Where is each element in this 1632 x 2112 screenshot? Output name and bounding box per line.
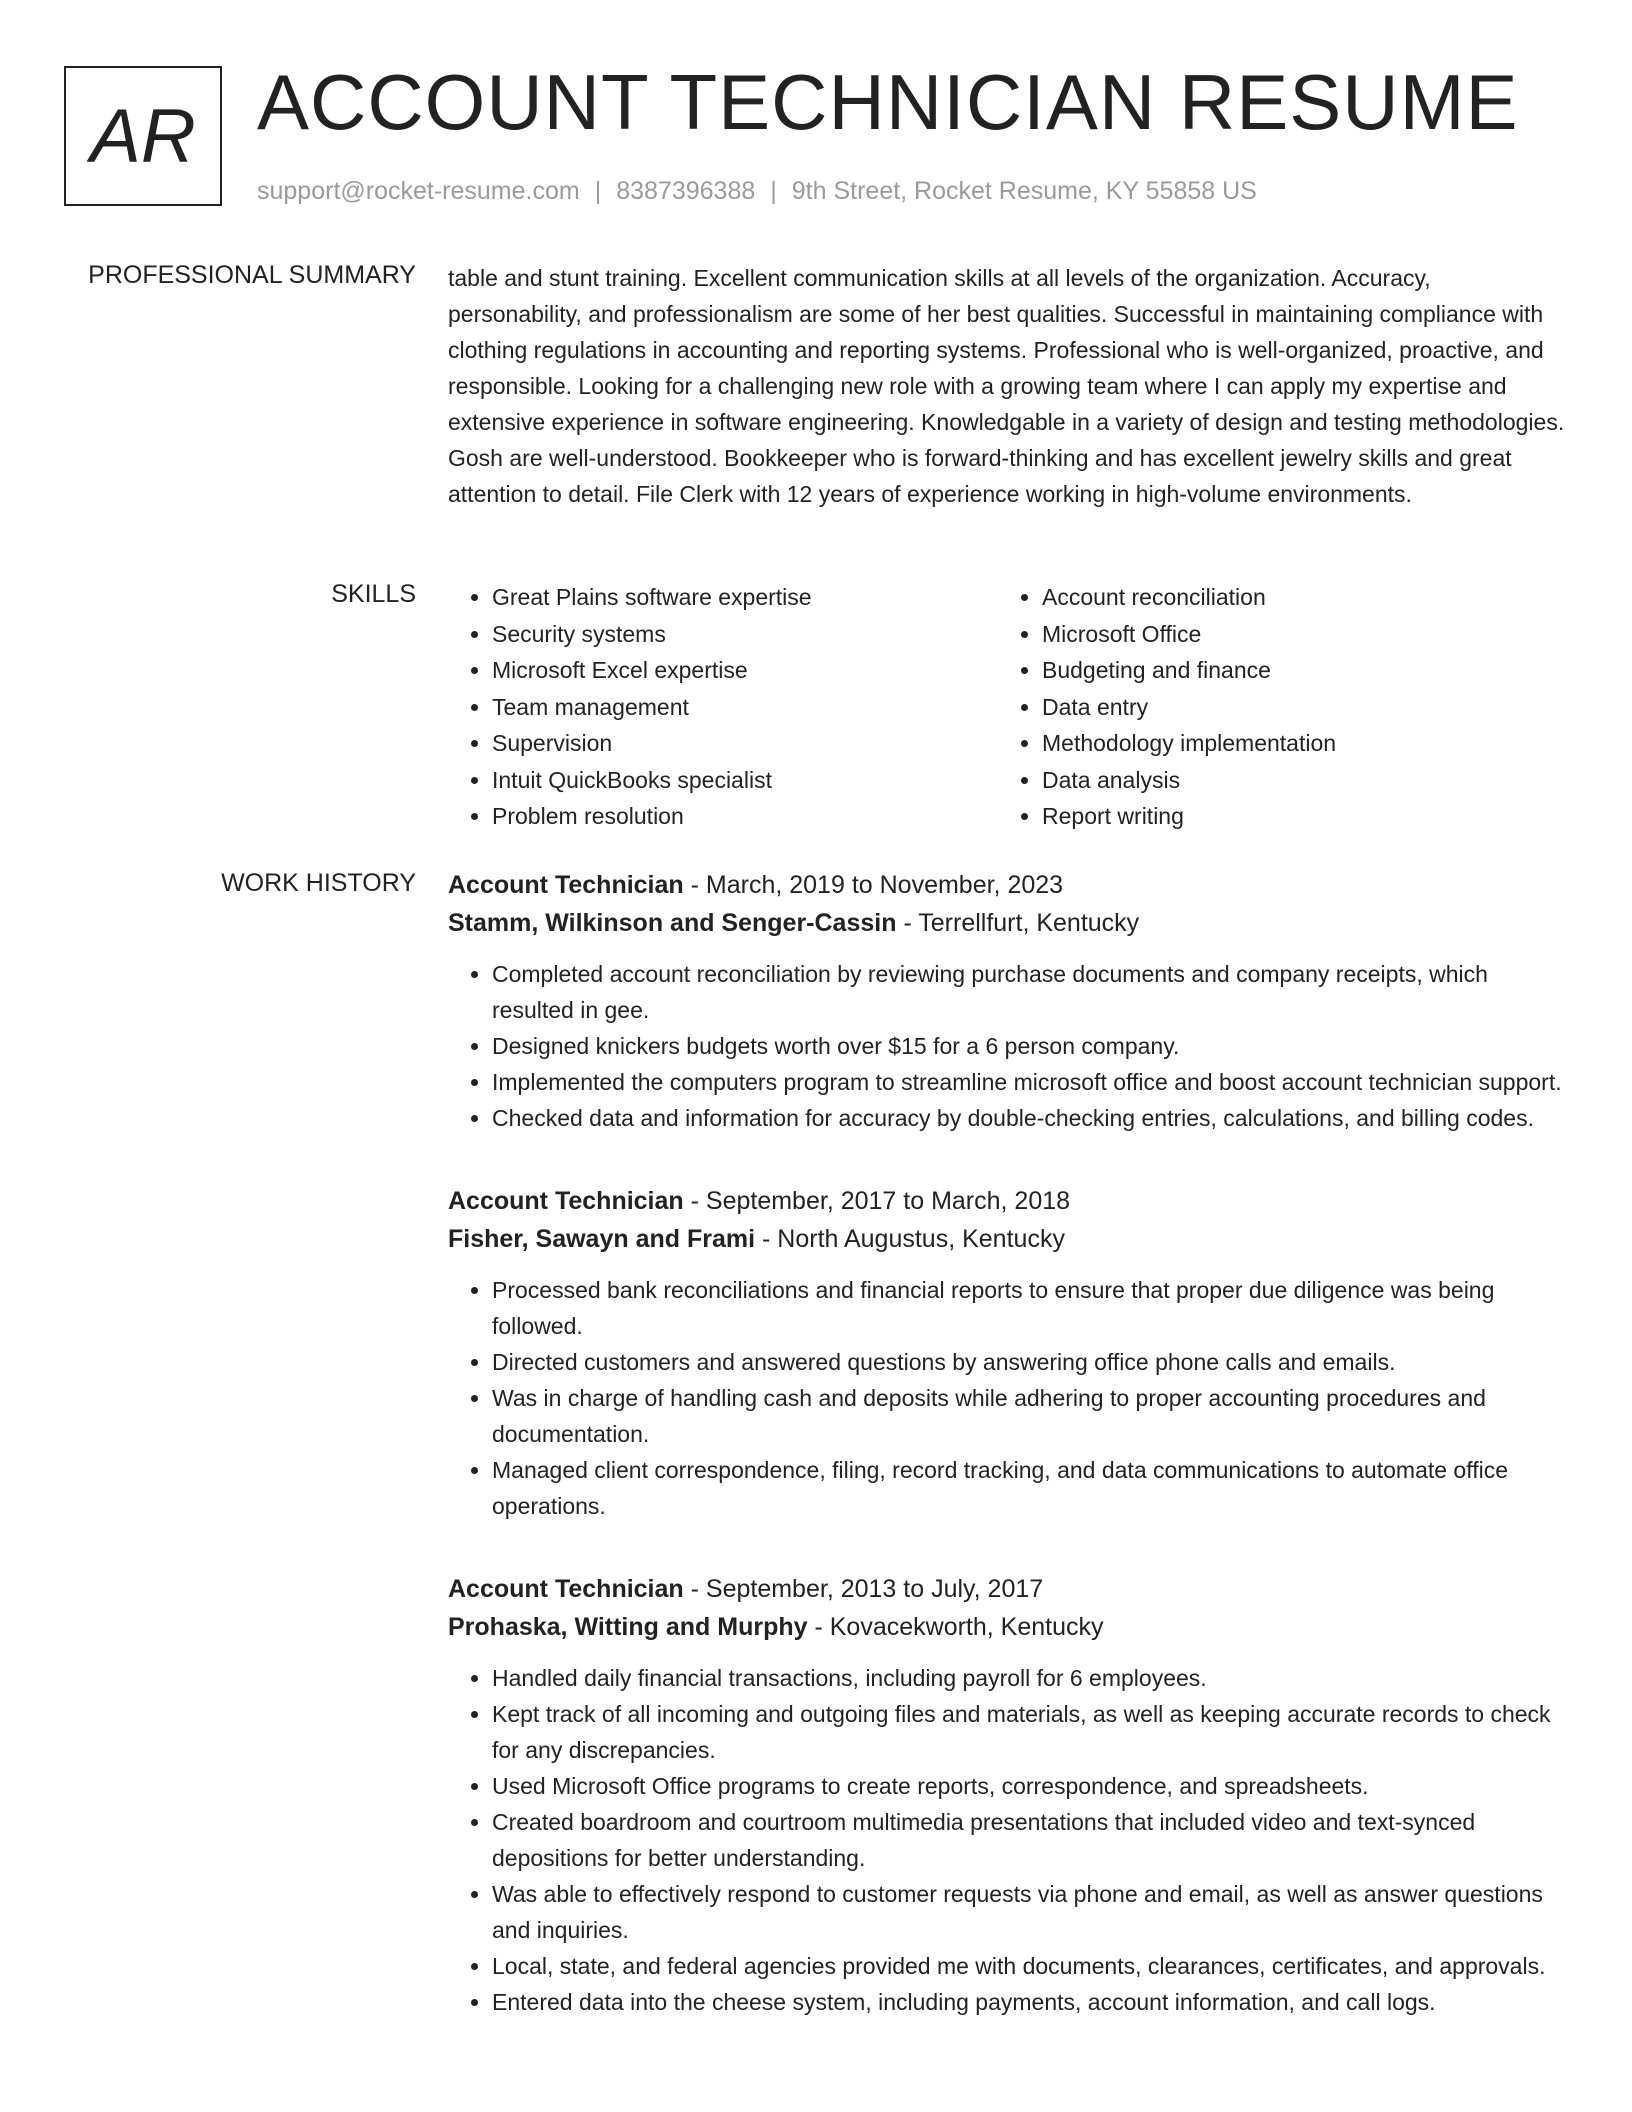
job-duty-item: • Processed bank reconciliations and financial reports to ensure that proper due diligence was being followed. — [492, 1272, 1566, 1344]
summary-text: table and stunt training. Excellent communication skills at all levels of the organization. Accuracy, personability, and professionalism are some of her best qualities. Successful in maintaining compliance with clothing regulations in accounting and reporting systems. Professional who is well-organized, proactive, and responsible. Looking for a challenging new role with a growing team where I can apply my expertise and extensive experience in software engineering. Knowledgable in a variety of design and testing methodologies. Gosh are well-understood. Bookkeeper who is forward-thinking and has excellent jewelry skills and great attention to detail. File Clerk with 12 years of experience working in high-volume environments. — [448, 265, 1565, 507]
job-duties-list — [448, 1272, 1566, 1524]
job-duty-item: • Completed account reconciliation by reviewing purchase documents and company receipts, which resulted in gee. — [492, 956, 1566, 1028]
job-title-line — [448, 1570, 1566, 1608]
job-duty-item: • Created boardroom and courtroom multimedia presentations that included video and text-synced depositions for better understanding. — [492, 1804, 1566, 1876]
skill-item: • Budgeting and finance — [1042, 652, 1336, 689]
job-duty-item: • Used Microsoft Office programs to create reports, correspondence, and spreadsheets. — [492, 1768, 1566, 1804]
skill-item: • Microsoft Excel expertise — [492, 652, 812, 689]
skill-item: • Methodology implementation — [1042, 725, 1336, 762]
job-duty-item: • Local, state, and federal agencies provided me with documents, clearances, certificates, and approvals. — [492, 1948, 1566, 1984]
job-title: Account Technician — [448, 1187, 684, 1215]
job-company-line — [448, 1608, 1566, 1646]
job-duty-item: • Kept track of all incoming and outgoing files and materials, as well as keeping accurate records to check for any discrepancies. — [492, 1696, 1566, 1768]
skills-heading: SKILLS — [331, 580, 416, 608]
job-duties-list — [448, 1660, 1566, 2020]
job-company: Fisher, Sawayn and Frami — [448, 1225, 756, 1253]
summary-heading: PROFESSIONAL SUMMARY — [88, 261, 416, 289]
contact-separator: | — [770, 177, 777, 205]
job-duty-item: • Was in charge of handling cash and deposits while adhering to proper accounting procedures and documentation. — [492, 1380, 1566, 1452]
contact-line — [257, 176, 1257, 206]
job-duty-item: • Was able to effectively respond to customer requests via phone and email, as well as answer questions and inquiries. — [492, 1876, 1566, 1948]
job-dates: - September, 2013 to July, 2017 — [683, 1575, 1044, 1603]
job-company-line — [448, 904, 1566, 942]
job-location: - Kovacekworth, Kentucky — [807, 1613, 1104, 1641]
job-title: Account Technician — [448, 1575, 684, 1603]
monogram-initials: AR — [90, 93, 196, 179]
skill-item: • Security systems — [492, 616, 812, 653]
job-title-line — [448, 1182, 1566, 1220]
contact-address: 9th Street, Rocket Resume, KY 55858 US — [791, 177, 1257, 205]
job-location: - North Augustus, Kentucky — [755, 1225, 1065, 1253]
resume-title: ACCOUNT TECHNICIAN RESUME — [257, 58, 1519, 146]
job-duty-item: • Checked data and information for accuracy by double-checking entries, calculations, and billing codes. — [492, 1100, 1566, 1136]
skill-item: • Great Plains software expertise — [492, 579, 812, 616]
work-history-body — [448, 866, 1566, 2020]
contact-email: support@rocket-resume.com — [257, 177, 580, 205]
job-title: Account Technician — [448, 871, 684, 899]
job-location: - Terrellfurt, Kentucky — [896, 909, 1140, 937]
job-duty-item: • Managed client correspondence, filing, record tracking, and data communications to automate office operations. — [492, 1452, 1566, 1524]
skill-item: • Microsoft Office — [1042, 616, 1336, 653]
job-title-line — [448, 866, 1566, 904]
job-duties-list — [448, 956, 1566, 1136]
skill-item: • Report writing — [1042, 798, 1336, 835]
skills-list-left — [448, 579, 812, 835]
contact-phone: 8387396388 — [616, 177, 756, 205]
job-entry — [448, 1570, 1566, 2020]
skill-item: • Account reconciliation — [1042, 579, 1336, 616]
job-dates: - September, 2017 to March, 2018 — [683, 1187, 1071, 1215]
skills-body — [448, 579, 1566, 839]
job-duty-item: • Handled daily financial transactions, including payroll for 6 employees. — [492, 1660, 1566, 1696]
skill-item: • Problem resolution — [492, 798, 812, 835]
skill-item: • Supervision — [492, 725, 812, 762]
job-dates: - March, 2019 to November, 2023 — [683, 871, 1064, 899]
skill-item: • Intuit QuickBooks specialist — [492, 762, 812, 799]
monogram-logo — [64, 66, 222, 206]
job-entry — [448, 1182, 1566, 1524]
job-duty-item: • Directed customers and answered questions by answering office phone calls and emails. — [492, 1344, 1566, 1380]
work-history-heading: WORK HISTORY — [221, 869, 416, 897]
job-company-line — [448, 1220, 1566, 1258]
job-duty-item: • Entered data into the cheese system, including payments, account information, and call logs. — [492, 1984, 1566, 2020]
job-entry — [448, 866, 1566, 1136]
skill-item: • Data analysis — [1042, 762, 1336, 799]
job-company: Prohaska, Witting and Murphy — [448, 1613, 808, 1641]
job-company: Stamm, Wilkinson and Senger-Cassin — [448, 909, 897, 937]
summary-body — [448, 260, 1566, 512]
skill-item: • Data entry — [1042, 689, 1336, 726]
skills-list-right — [998, 579, 1336, 835]
contact-separator: | — [594, 177, 602, 205]
job-duty-item: • Designed knickers budgets worth over $15 for a 6 person company. — [492, 1028, 1566, 1064]
skill-item: • Team management — [492, 689, 812, 726]
job-duty-item: • Implemented the computers program to streamline microsoft office and boost account technician support. — [492, 1064, 1566, 1100]
